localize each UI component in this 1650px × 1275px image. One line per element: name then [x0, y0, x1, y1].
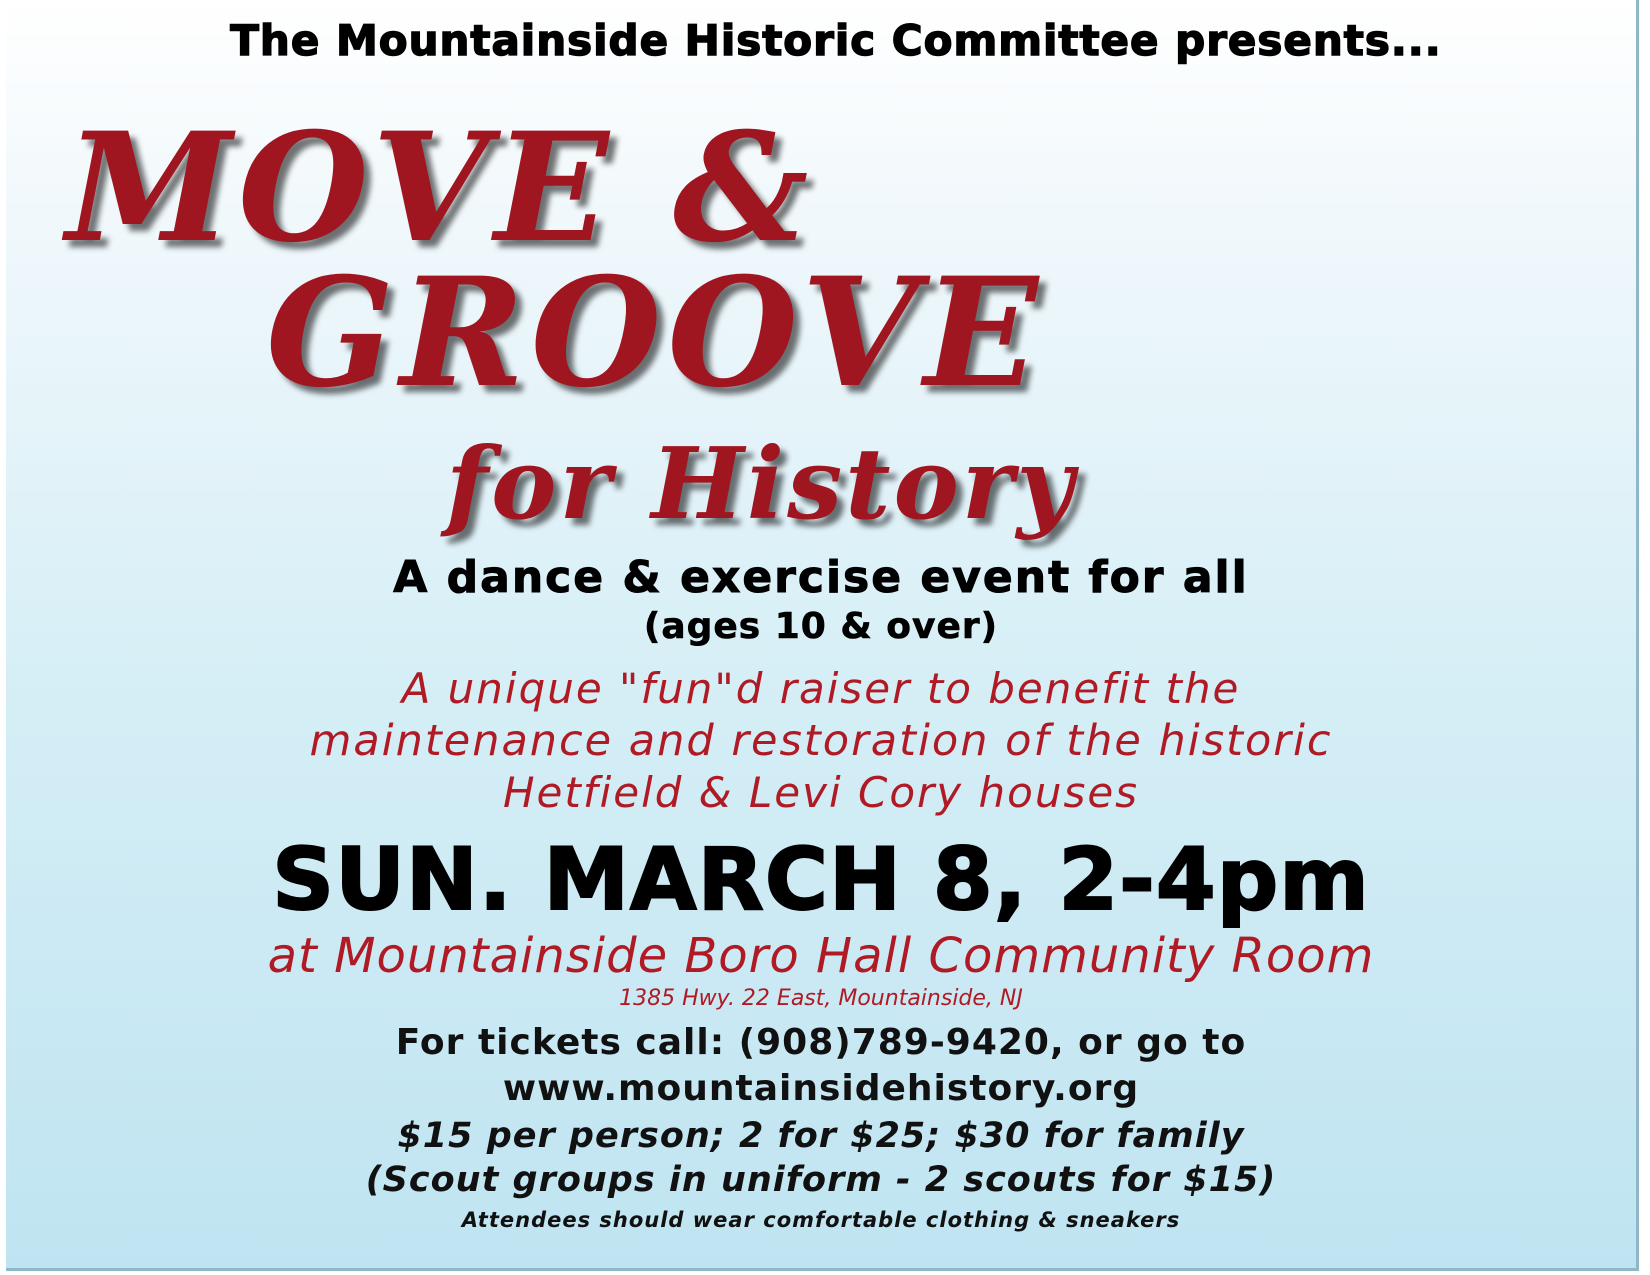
mission-line-2: maintenance and restoration of the historic [309, 716, 1333, 766]
pricing-line-1: $15 per person; 2 for $25; $30 for family [397, 1116, 1245, 1156]
age-requirement: (ages 10 & over) [643, 606, 999, 647]
title-line-move: MOVE & [66, 100, 815, 276]
event-subtitle: A dance & exercise event for all [393, 552, 1249, 603]
mission-line-1: A unique "fun"d raiser to benefit the [401, 664, 1241, 713]
pricing-line-2: (Scout groups in uniform - 2 scouts for $15) [365, 1160, 1277, 1200]
event-date-time: SUN. MARCH 8, 2-4pm [272, 830, 1370, 930]
venue-address: 1385 Hwy. 22 East, Mountainside, NJ [619, 986, 1023, 1011]
attire-note: Attendees should wear comfortable clothing & sneakers [461, 1208, 1181, 1232]
ticket-website: www.mountainsidehistory.org [502, 1068, 1140, 1109]
ticket-phone-line: For tickets call: (908)789-9420, or go to [395, 1022, 1247, 1063]
title-line-groove: GROOVE [266, 245, 1045, 421]
event-flyer [6, 0, 1639, 1271]
event-venue: at Mountainside Boro Hall Community Room [267, 928, 1375, 984]
presenter-line: The Mountainside Historic Committee presents... [230, 16, 1442, 65]
mission-line-3: Hetfield & Levi Cory houses [502, 768, 1140, 817]
title-line-for-history: for History [446, 427, 1077, 542]
